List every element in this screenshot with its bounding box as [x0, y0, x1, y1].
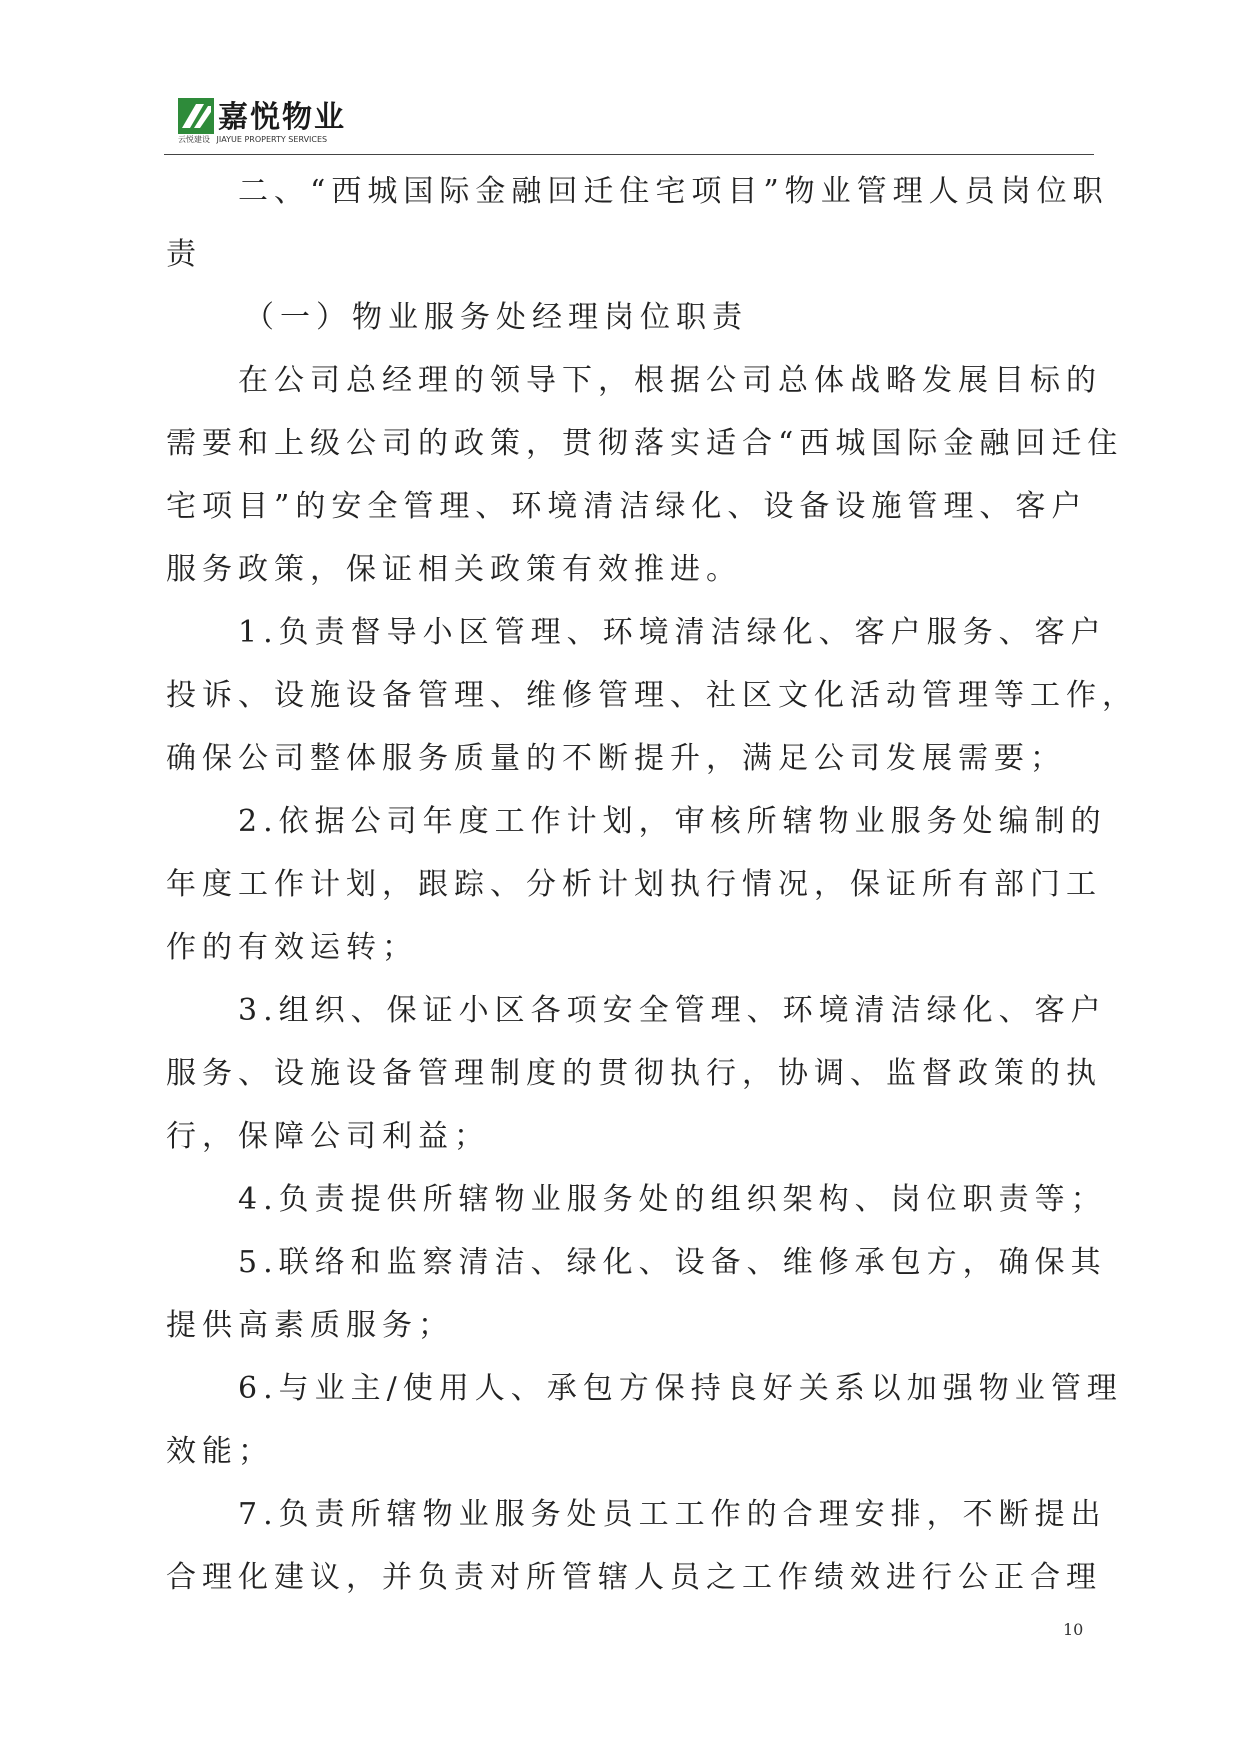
list-item-line: 2.依据公司年度工作计划，审核所辖物业服务处编制的 — [238, 804, 1107, 839]
list-item-line: 投诉、设施设备管理、维修管理、社区文化活动管理等工作， — [166, 678, 1138, 713]
list-item-line: 提供高素质服务； — [166, 1308, 454, 1343]
company-logo-icon — [178, 98, 214, 134]
list-item-line: 4.负责提供所辖物业服务处的组织架构、岗位职责等； — [238, 1182, 1107, 1217]
header-divider — [164, 154, 1094, 155]
company-subtitle-cn: 云悦建设 — [178, 135, 210, 144]
list-item-line: 行，保障公司利益； — [166, 1119, 490, 1154]
list-item-line: 确保公司整体服务质量的不断提升，满足公司发展需要； — [166, 741, 1066, 776]
paragraph-line: 宅项目”的安全管理、环境清洁绿化、设备设施管理、客户 — [166, 489, 1088, 524]
section-heading-cont: 责 — [166, 237, 202, 272]
list-item-line: 作的有效运转； — [166, 930, 418, 965]
section-heading: 二、“西城国际金融回迁住宅项目”物业管理人员岗位职 — [238, 174, 1109, 209]
company-name: 嘉悦物业 — [218, 100, 346, 135]
page-header — [178, 92, 1098, 154]
paragraph-line: 需要和上级公司的政策，贯彻落实适合“西城国际金融回迁住 — [166, 426, 1124, 461]
subsection-heading: （一）物业服务处经理岗位职责 — [244, 300, 748, 335]
list-item-line: 合理化建议，并负责对所管辖人员之工作绩效进行公正合理 — [166, 1560, 1102, 1595]
company-subtitle — [178, 134, 327, 145]
paragraph-line: 服务政策，保证相关政策有效推进。 — [166, 552, 742, 587]
company-subtitle-en: JIAYUE PROPERTY SERVICES — [216, 135, 328, 144]
document-body — [166, 160, 1138, 1609]
list-item-line: 年度工作计划，跟踪、分析计划执行情况，保证所有部门工 — [166, 867, 1102, 902]
page-number: 10 — [1063, 1620, 1084, 1639]
paragraph-line: 在公司总经理的领导下，根据公司总体战略发展目标的 — [238, 363, 1102, 398]
list-item-line: 效能； — [166, 1434, 274, 1469]
list-item-line: 3.组织、保证小区各项安全管理、环境清洁绿化、客户 — [238, 993, 1107, 1028]
list-item-line: 6.与业主/使用人、承包方保持良好关系以加强物业管理 — [238, 1371, 1123, 1406]
list-item-line: 服务、设施设备管理制度的贯彻执行，协调、监督政策的执 — [166, 1056, 1102, 1091]
list-item-line: 7.负责所辖物业服务处员工工作的合理安排，不断提出 — [238, 1497, 1107, 1532]
list-item-line: 5.联络和监察清洁、绿化、设备、维修承包方，确保其 — [238, 1245, 1107, 1280]
list-item-line: 1.负责督导小区管理、环境清洁绿化、客户服务、客户 — [238, 615, 1107, 650]
